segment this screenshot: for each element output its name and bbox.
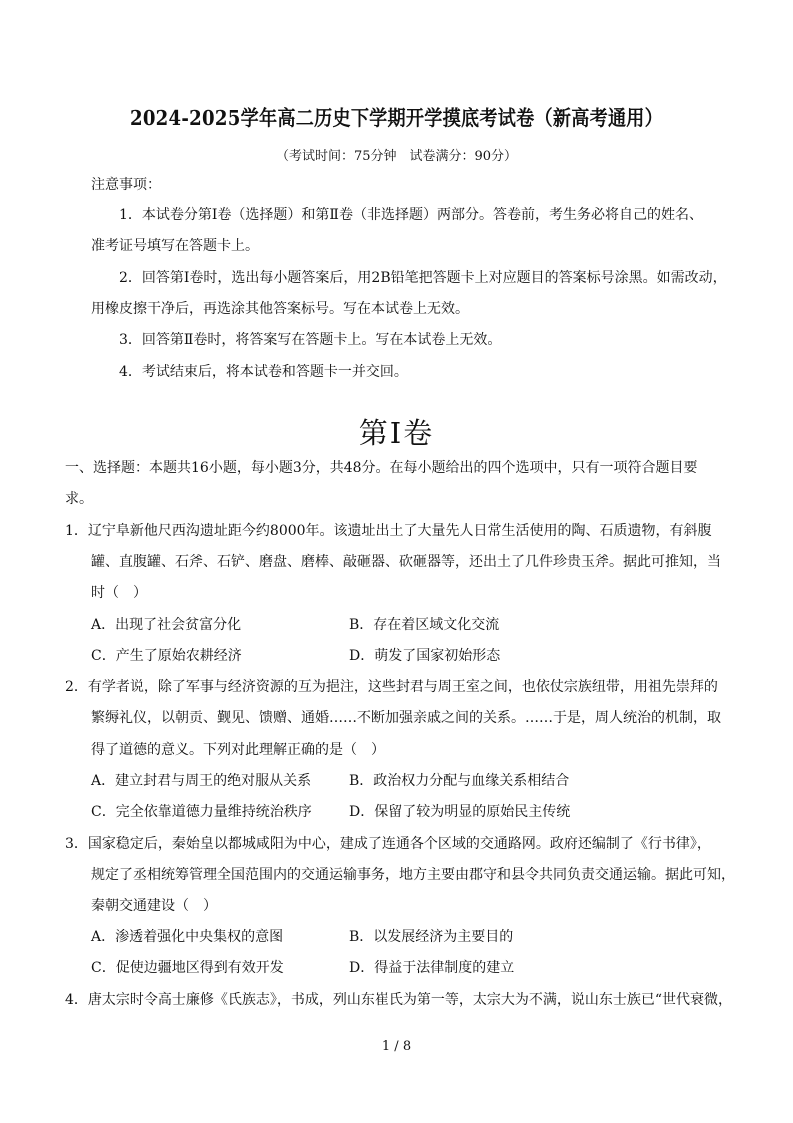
- option-d[interactable]: D．保留了较为明显的原始民主传统: [349, 804, 571, 820]
- option-a[interactable]: A．出现了社会贫富分化: [91, 617, 242, 633]
- option-d[interactable]: D．得益于法律制度的建立: [349, 960, 515, 976]
- question-line: 2．有学者说，除了军事与经济资源的互为挹注，这些封君与周王室之间，也依仗宗族纽带，用祖先崇拜的: [65, 679, 718, 695]
- notice-item: 1．本试卷分第Ⅰ卷（选择题）和第Ⅱ卷（非选择题）两部分。答卷前，考生务必将自己的姓名、: [119, 207, 703, 223]
- option-d[interactable]: D．萌发了国家初始形态: [349, 648, 501, 664]
- option-b[interactable]: B．存在着区域文化交流: [349, 617, 500, 633]
- option-c[interactable]: C．完全依靠道德力量维持统治秩序: [91, 804, 312, 820]
- notice-item: 准考证号填写在答题卡上。: [91, 238, 259, 254]
- notice-item: 3．回答第Ⅱ卷时，将答案写在答题卡上。写在本试卷上无效。: [119, 332, 502, 348]
- section-intro: 一、选择题：本题共16小题，每小题3分，共48分。在每小题给出的四个选项中，只有一项符合题目要: [65, 460, 698, 476]
- option-a[interactable]: A．建立封君与周王的绝对服从关系: [91, 773, 312, 789]
- question-line: 得了道德的意义。下列对此理解正确的是（ ）: [91, 742, 385, 758]
- section-title: 第Ⅰ卷: [358, 416, 435, 450]
- notice-item: 4．考试结束后，将本试卷和答题卡一并交回。: [119, 364, 408, 380]
- question-line: 4．唐太宗时令高士廉修《氏族志》，书成，列山东崔氏为第一等，太宗大为不满，说山东士族已“世代衰微，: [65, 992, 733, 1008]
- exam-subtitle: （考试时间：75分钟 试卷满分：90分）: [275, 149, 518, 164]
- question-line: 罐、直腹罐、石斧、石铲、磨盘、磨棒、敲砸器、砍砸器等，还出土了几件珍贵玉斧。据此可推知，当: [91, 554, 721, 570]
- option-a[interactable]: A．渗透着强化中央集权的意图: [91, 929, 284, 945]
- page-number: 1 / 8: [381, 1039, 412, 1054]
- notice-item: 用橡皮擦干净后，再选涂其他答案标号。写在本试卷上无效。: [91, 301, 469, 317]
- question-line: 繁缛礼仪，以朝贡、觐见、馈赠、通婚……不断加强亲戚之间的关系。……于是，周人统治的机制，取: [91, 710, 721, 726]
- question-line: 规定了丞相统筹管理全国范围内的交通运输事务，地方主要由郡守和县令共同负责交通运输。据此可知，: [91, 867, 735, 883]
- option-c[interactable]: C．促使边疆地区得到有效开发: [91, 960, 284, 976]
- option-b[interactable]: B．以发展经济为主要目的: [349, 929, 514, 945]
- question-line: 秦朝交通建设（ ）: [91, 898, 217, 914]
- question-line: 1．辽宁阜新他尺西沟遗址距今约8000年。该遗址出土了大量先人日常生活使用的陶、石质遗物，有斜腹: [65, 523, 712, 539]
- option-b[interactable]: B．政治权力分配与血缘关系相结合: [349, 773, 570, 789]
- option-c[interactable]: C．产生了原始农耕经济: [91, 648, 242, 664]
- question-line: 时（ ）: [91, 585, 147, 601]
- section-intro: 求。: [65, 491, 93, 507]
- question-line: 3．国家稳定后，秦始皇以都城咸阳为中心，建成了连通各个区域的交通路网。政府还编制了《行书律》，: [65, 836, 711, 852]
- notice-heading: 注意事项：: [91, 177, 161, 193]
- exam-title: 2024-2025学年高二历史下学期开学摸底考试卷（新高考通用）: [129, 106, 664, 130]
- notice-item: 2．回答第Ⅰ卷时，选出每小题答案后，用2B铅笔把答题卡上对应题目的答案标号涂黑。如需改动，: [119, 270, 727, 286]
